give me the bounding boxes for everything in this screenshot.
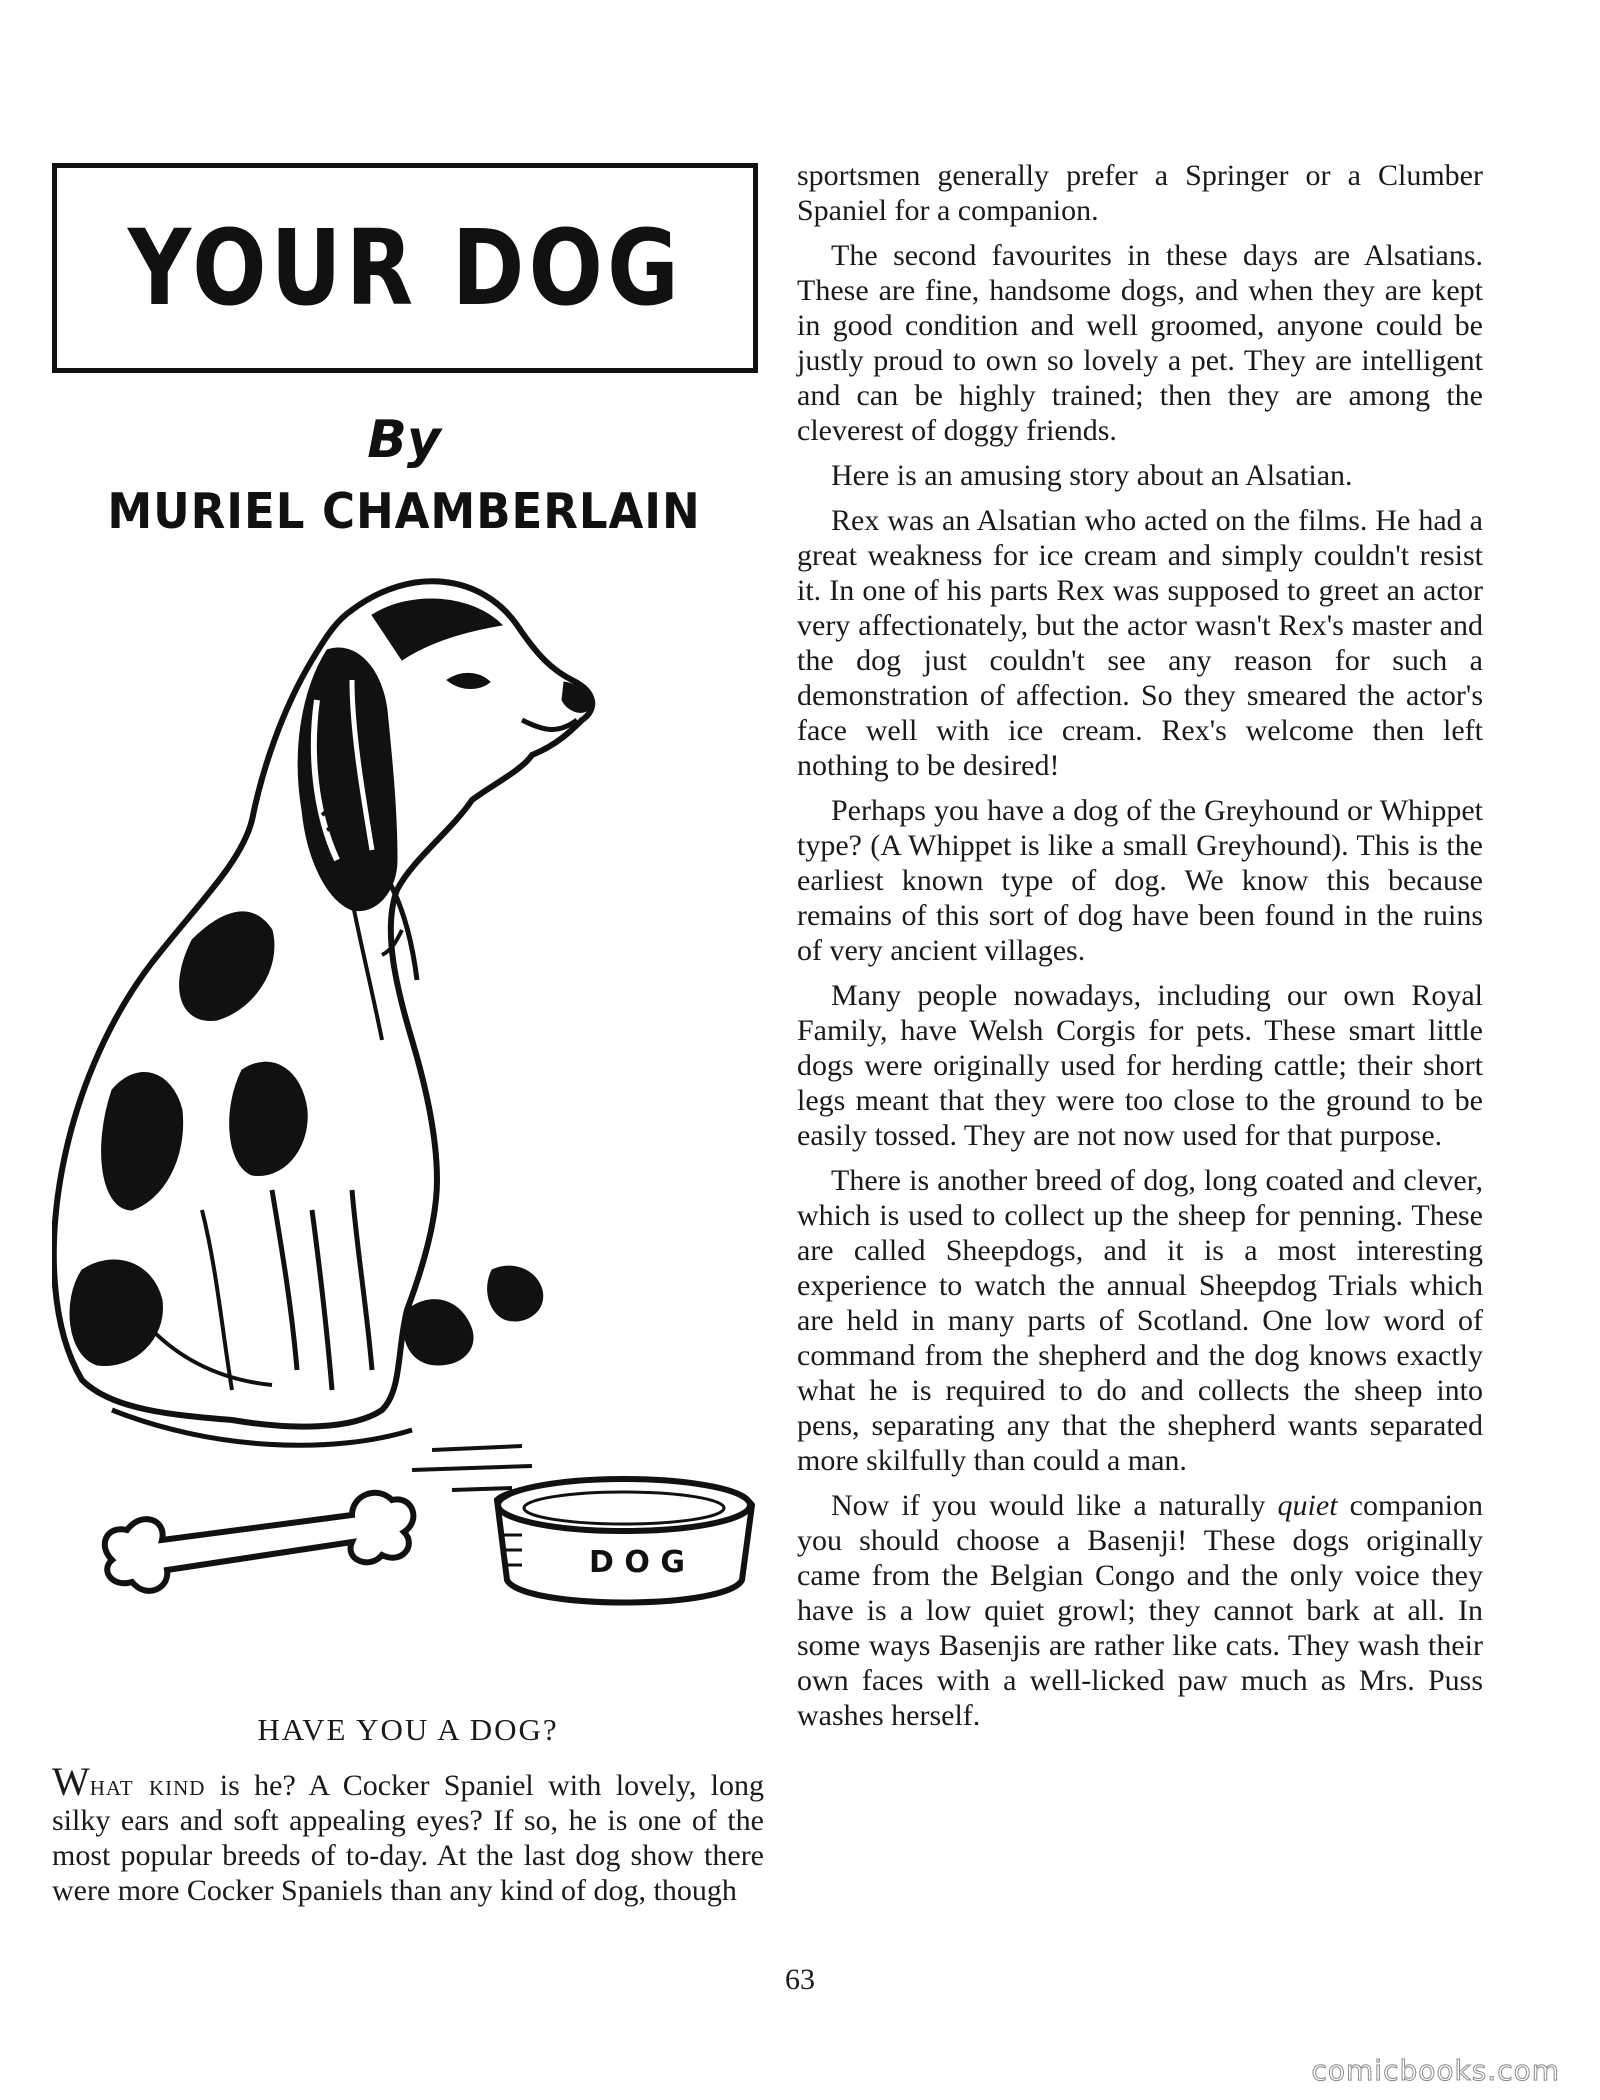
bone-drawing (105, 1493, 414, 1591)
paragraph: sportsmen generally prefer a Springer or a Clumber Spaniel for a companion. (797, 159, 1483, 227)
paragraph: Perhaps you have a dog of the Greyhound or Whippet type? (A Whippet is like a small Greyhound). This is the earliest known type of dog. We know this because remains of this sort of dog have been found in the ruins of very ancient villages. (797, 794, 1483, 967)
bowl-label: D O G (589, 1545, 685, 1580)
paragraph: There is another breed of dog, long coated and clever, which is used to collect up the sheep for penning. These are called Sheepdogs, and it is a most interesting experience to watch the annual Sheepdog Trials which are held in many parts of Scotland. One low word of command from the shepherd and the dog knows exactly what he is required to do and collects the sheep into pens, separating any that the shepherd wants separated more skilfully than could a man. (797, 1164, 1483, 1477)
title-box (52, 163, 758, 373)
byline-by: By (367, 410, 441, 470)
section-heading: HAVE YOU A DOG? (257, 1712, 559, 1747)
spaniel-drawing (54, 581, 592, 1490)
right-column (797, 158, 1483, 1743)
paragraph: Rex was an Alsatian who acted on the films. He had a great weakness for ice cream and simply couldn't resist it. In one of his parts Rex was supposed to greet an actor very affectionately, but the actor wasn't Rex's master and the dog just couldn't see any reason for such a demonstration of affection. So they smeared the actor's face well with ice cream. Rex's welcome then left nothing to be desired! (797, 504, 1483, 782)
last-paragraph-before: Now if you would like a naturally (831, 1489, 1278, 1522)
drop-cap: W (52, 1759, 90, 1804)
last-paragraph-after: companion you should choose a Basenji! These dogs originally came from the Belgian Congo and the only voice they have is a low quiet growl; they cannot bark at all. In some ways Basenjis are rather like cats. They wash their own faces with a well-licked paw much as Mrs. Puss washes herself. (797, 1489, 1483, 1732)
last-paragraph-italic: quiet (1277, 1489, 1338, 1522)
page-number: 63 (785, 1963, 815, 1996)
paragraph: The second favourites in these days are Alsatians. These are fine, handsome dogs, and when they are kept in good condition and well groomed, anyone could be justly proud to own so lovely a pet. They are intelligent and can be highly trained; then they are among the cleverest of doggy friends. (797, 239, 1483, 447)
article-title: YOUR DOG (127, 207, 683, 329)
paragraph-last (797, 1488, 1483, 1733)
author-name: MURIEL CHAMBERLAIN (107, 483, 701, 540)
paragraph: Many people nowadays, including our own Royal Family, have Welsh Corgis for pets. These smart little dogs were originally used for herding cattle; their short legs meant that they were too close to the ground to be easily tossed. They are not now used for that purpose. (797, 979, 1483, 1152)
paragraph: Here is an amusing story about an Alsatian. (831, 459, 1353, 492)
watermark: comicbooks.com (1311, 2054, 1560, 2087)
lead-smallcaps: hat kind (89, 1769, 206, 1802)
left-paragraph-text: is he? A Cocker Spaniel with lovely, long silky ears and soft appealing eyes? If so, he is one of the most popular breeds of to-day. At the last dog show there were more Cocker Spaniels than any kind of dog, though (52, 1769, 764, 1907)
dog-illustration (52, 570, 792, 1670)
left-paragraph (52, 1759, 764, 1908)
food-bowl (497, 1479, 752, 1603)
